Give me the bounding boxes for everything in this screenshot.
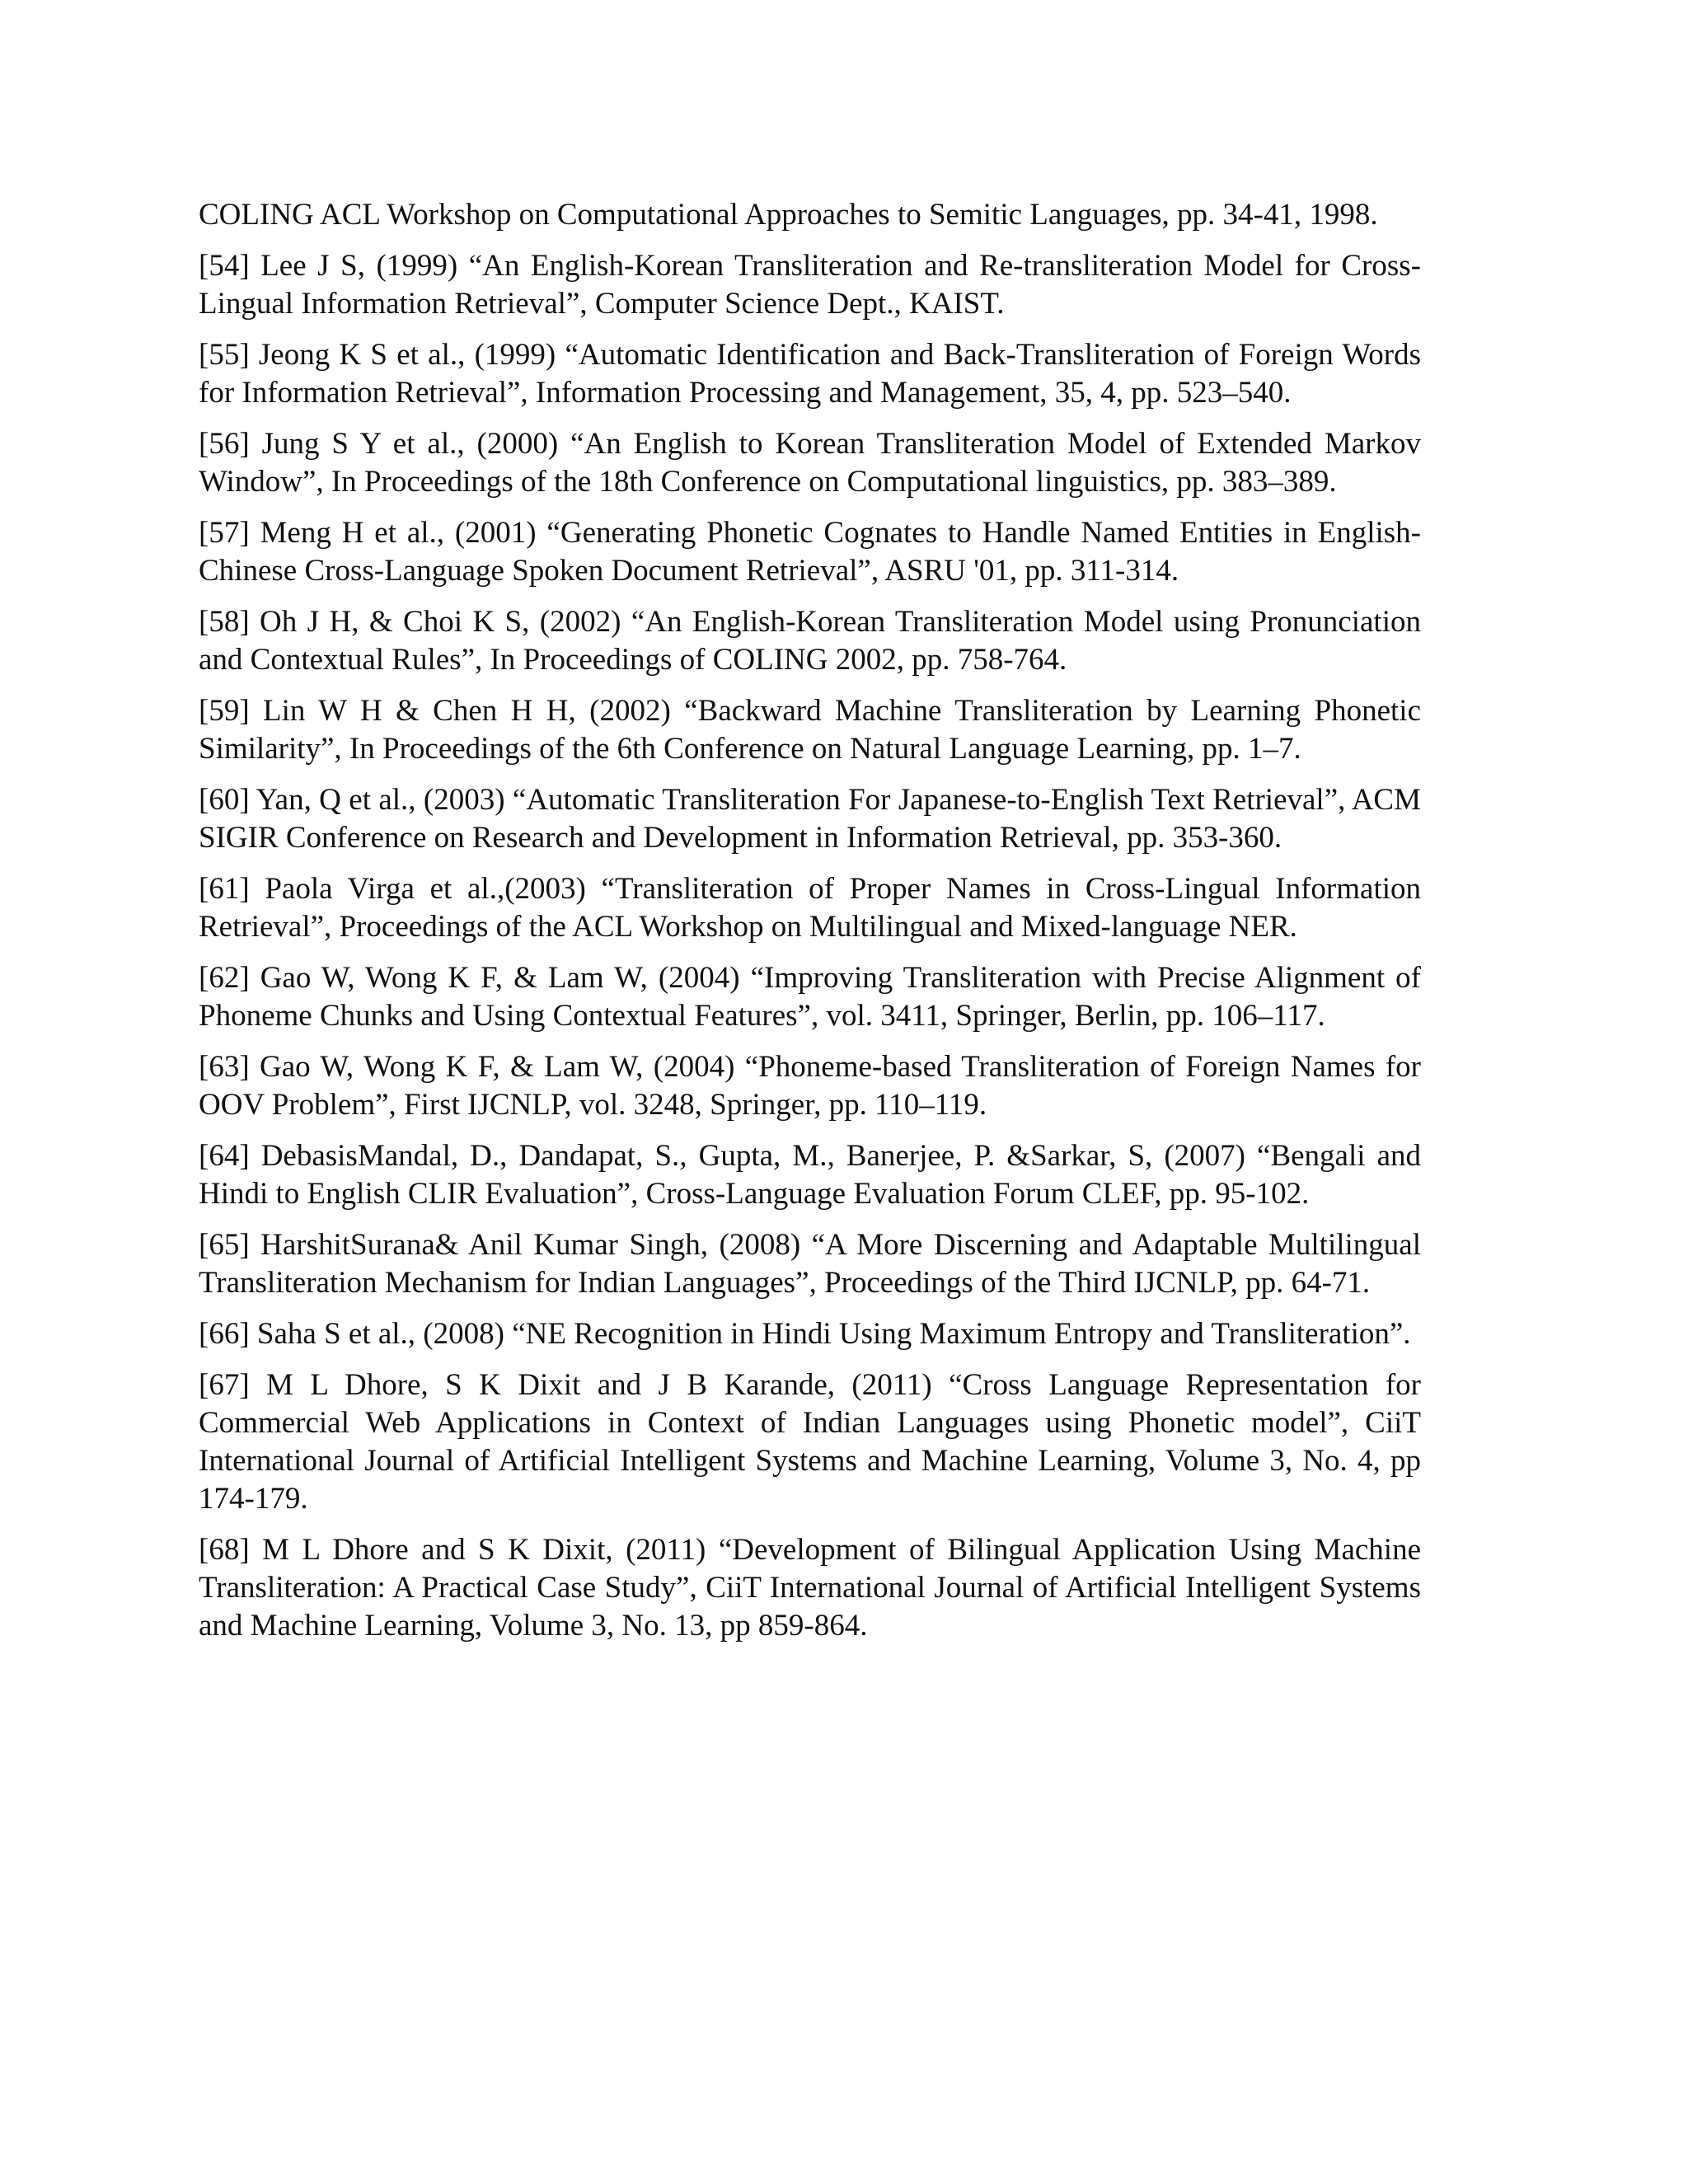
reference-63: [63] Gao W, Wong K F, & Lam W, (2004) “Phoneme-based Transliteration of Foreign Names for OOV Problem”, First IJCNLP, vol. 3248, Springer, pp. 110–119. — [199, 1050, 1421, 1122]
reference-54: [54] Lee J S, (1999) “An English-Korean Transliteration and Re-transliteration Model for Cross-Lingual Information Retrieval”, Computer Science Dept., KAIST. — [199, 249, 1421, 321]
reference-55: [55] Jeong K S et al., (1999) “Automatic Identification and Back-Transliteration of Foreign Words for Information Retrieval”, Information Processing and Management, 35, 4, pp. 523–540. — [199, 338, 1421, 410]
reference-56: [56] Jung S Y et al., (2000) “An English to Korean Transliteration Model of Extended Markov Window”, In Proceedings of the 18th Conference on Computational linguistics, pp. 383–389. — [199, 427, 1421, 499]
reference-64: [64] DebasisMandal, D., Dandapat, S., Gupta, M., Banerjee, P. &Sarkar, S, (2007) “Bengali and Hindi to English CLIR Evaluation”, Cross-Language Evaluation Forum CLEF, pp. 95-102. — [199, 1139, 1421, 1211]
reference-58: [58] Oh J H, & Choi K S, (2002) “An English-Korean Transliteration Model using Pronunciation and Contextual Rules”, In Proceedings of COLING 2002, pp. 758-764. — [199, 605, 1421, 677]
reference-67: [67] M L Dhore, S K Dixit and J B Karande, (2011) “Cross Language Representation for Commercial Web Applications in Context of Indian Languages using Phonetic model”, CiiT International Journal of Artificial Intelligent Systems and Machine Learning, Volume 3, No. 4, pp 174-179. — [199, 1368, 1421, 1516]
reference-57: [57] Meng H et al., (2001) “Generating Phonetic Cognates to Handle Named Entities in English-Chinese Cross-Language Spoken Document Retrieval”, ASRU '01, pp. 311-314. — [199, 516, 1421, 588]
reference-60: [60] Yan, Q et al., (2003) “Automatic Transliteration For Japanese-to-English Text Retrieval”, ACM SIGIR Conference on Research and Development in Information Retrieval, pp. 353-360. — [199, 783, 1421, 855]
reference-61: [61] Paola Virga et al.,(2003) “Transliteration of Proper Names in Cross-Lingual Information Retrieval”, Proceedings of the ACL Workshop on Multilingual and Mixed-language NER. — [199, 872, 1421, 944]
reference-59: [59] Lin W H & Chen H H, (2002) “Backward Machine Transliteration by Learning Phonetic Similarity”, In Proceedings of the 6th Conference on Natural Language Learning, pp. 1–7. — [199, 694, 1421, 766]
reference-65: [65] HarshitSurana& Anil Kumar Singh, (2008) “A More Discerning and Adaptable Multilingual Transliteration Mechanism for Indian Languages”, Proceedings of the Third IJCNLP, pp. 64-71. — [199, 1228, 1421, 1300]
reference-66: [66] Saha S et al., (2008) “NE Recognition in Hindi Using Maximum Entropy and Transliteration”. — [199, 1317, 1411, 1351]
reference-list — [199, 196, 1421, 1658]
reference-62: [62] Gao W, Wong K F, & Lam W, (2004) “Improving Transliteration with Precise Alignment of Phoneme Chunks and Using Contextual Features”, vol. 3411, Springer, Berlin, pp. 106–117. — [199, 961, 1421, 1033]
reference-68: [68] M L Dhore and S K Dixit, (2011) “Development of Bilingual Application Using Machine Transliteration: A Practical Case Study”, CiiT International Journal of Artificial Intelligent Systems and Machine Learning, Volume 3, No. 13, pp 859-864. — [199, 1533, 1421, 1643]
reference-continuation: COLING ACL Workshop on Computational Approaches to Semitic Languages, pp. 34-41, 1998. — [199, 198, 1378, 232]
